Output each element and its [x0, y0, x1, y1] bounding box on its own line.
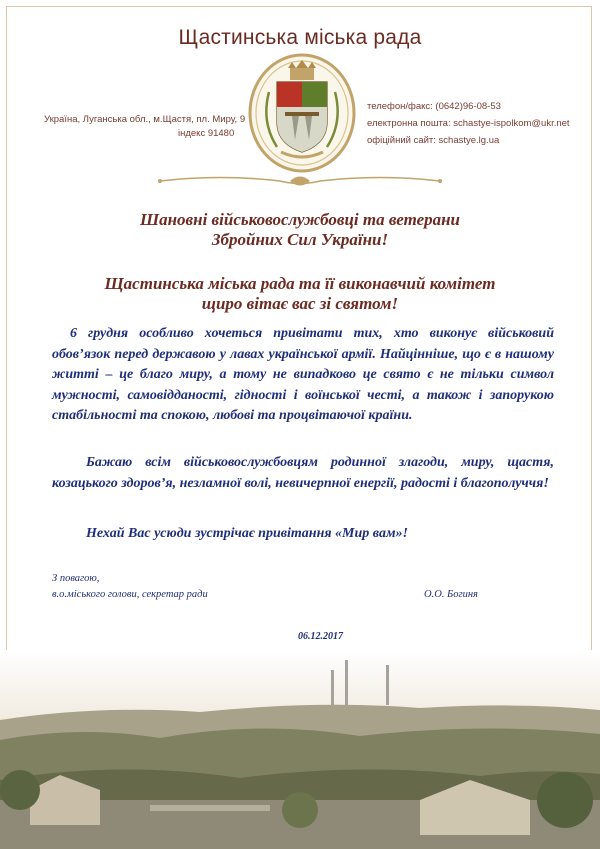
city-landscape-photo: [0, 650, 600, 849]
council-title: Щастинська міська рада: [178, 26, 422, 49]
greeting-line-2: Збройних Сил України!: [211, 230, 389, 249]
decorative-ornament-icon: [150, 172, 450, 190]
greeting-line-4: щиро вітає вас зі святом!: [201, 294, 399, 313]
signer-name: О.О. Богиня: [424, 589, 478, 600]
phone-fax: телефон/факс: (0642)96-08-53: [367, 101, 501, 112]
letter-date: 06.12.2017: [298, 631, 343, 642]
city-coat-of-arms-icon: [247, 52, 357, 174]
body-paragraph-3: Нехай Вас усюди зустрічає привітання «Мир вам»!: [86, 526, 408, 541]
email-address: електронна пошта: schastye-ispolkom@ukr.net: [367, 118, 570, 129]
postal-index: індекс 91480: [178, 128, 235, 139]
greeting-line-3: Щастинська міська рада та її виконавчий комітет: [104, 274, 496, 293]
body-paragraph-1: 6 грудня особливо хочеться привітати тих, хто виконує військовий обов’язок перед державою у лавах української армії. Найцінніше, що є в нашому житті – це благо миру, а тому не випадково це свято є не тільки символ мужності, самовіддaності, гідності і воїнської честі, а також і запорукою стабільності та спокою, любові та процвітаючої країни.: [52, 326, 554, 423]
body-paragraph-2: Бажаю всім військовослужбовцям родинної злагоди, миру, щастя, козацького здоров’я, незламної волі, невичерпної енергії, радості і благополуччя!: [52, 455, 554, 491]
website-address: офіційний сайт: schastye.lg.ua: [367, 135, 500, 146]
closing-regards: З повагою,: [52, 573, 100, 584]
signer-position: в.о.міського голови, секретар ради: [52, 589, 208, 600]
greeting-line-1: Шановні військовослужбовці та ветерани: [139, 210, 461, 229]
address-line: Україна, Луганська обл., м.Щастя, пл. Миру, 9: [44, 114, 246, 125]
